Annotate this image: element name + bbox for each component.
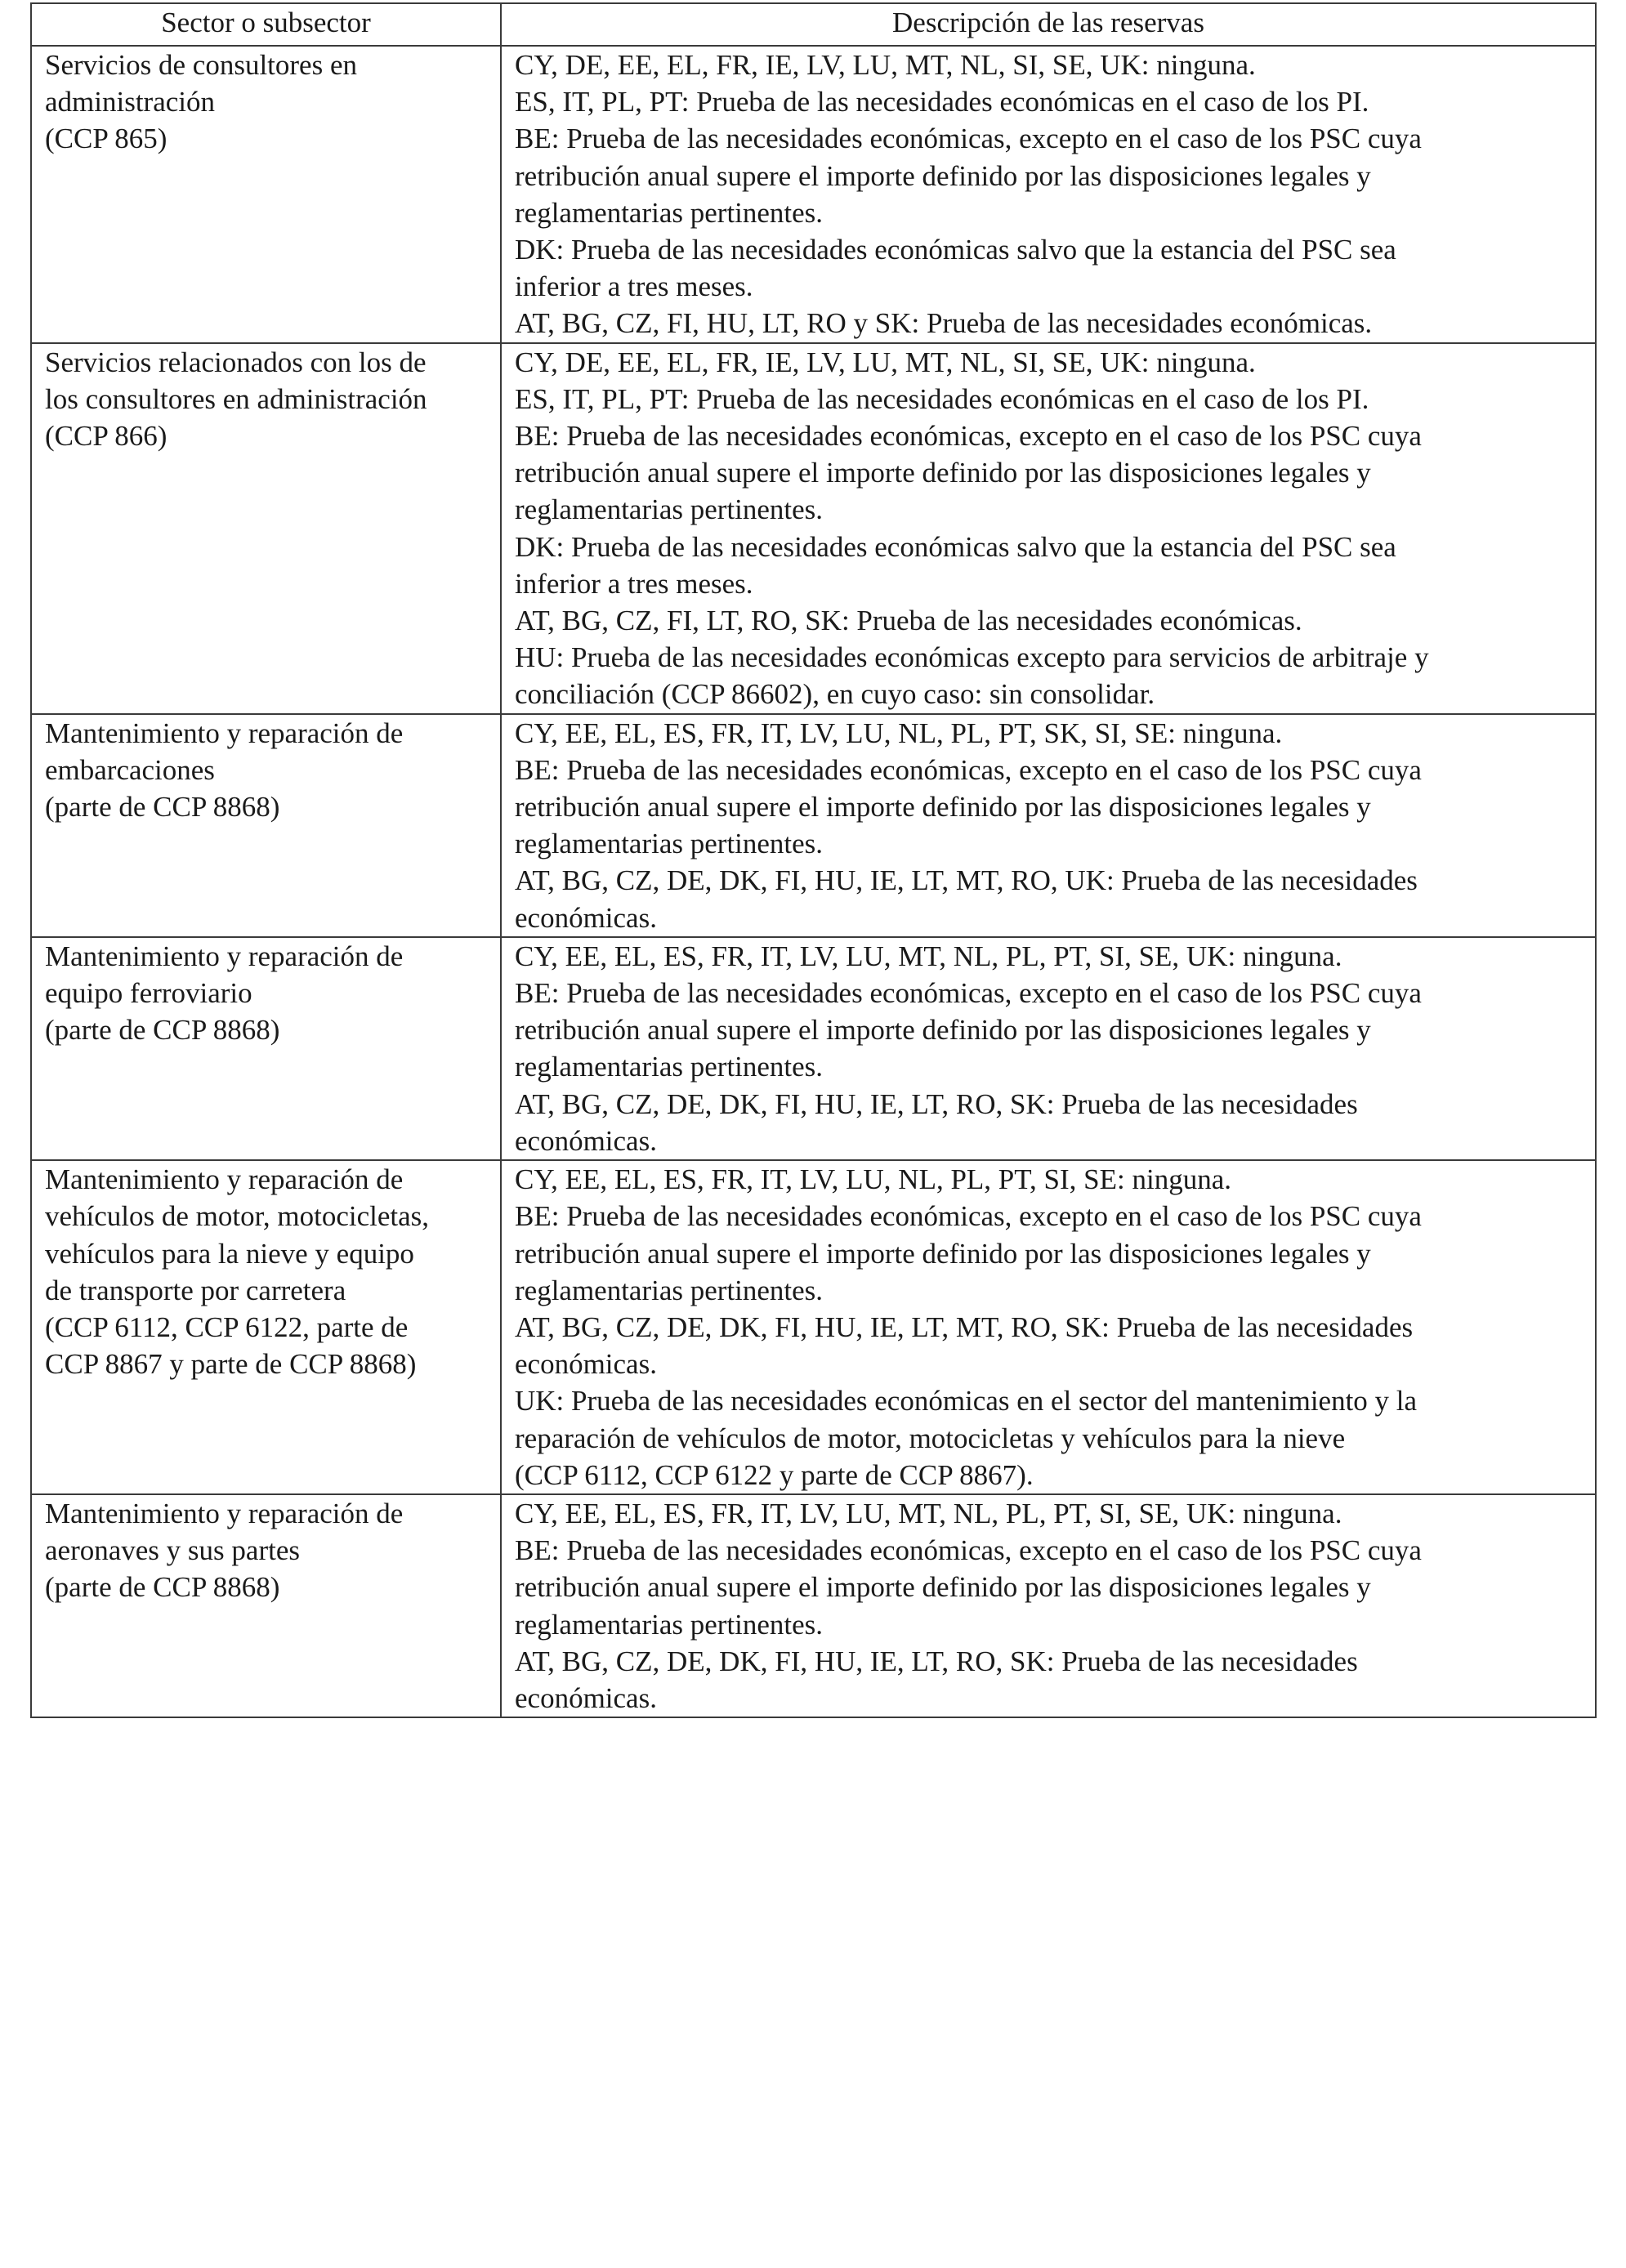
sector-cell bbox=[31, 714, 501, 937]
description-cell bbox=[501, 937, 1596, 1160]
description-line: AT, BG, CZ, DE, DK, FI, HU, IE, LT, RO, SK: Prueba de las necesidades bbox=[515, 1087, 1358, 1120]
description-line: retribución anual supere el importe definido por las disposiciones legales y bbox=[515, 791, 1371, 824]
description-line: BE: Prueba de las necesidades económicas, excepto en el caso de los PSC cuya bbox=[515, 123, 1422, 155]
description-line: económicas. bbox=[515, 901, 657, 934]
description-line: inferior a tres meses. bbox=[515, 270, 753, 303]
description-line: reglamentarias pertinentes. bbox=[515, 196, 824, 229]
table-row bbox=[31, 937, 1596, 1160]
sector-line: de transporte por carretera bbox=[45, 1274, 346, 1306]
description-line: retribución anual supere el importe definido por las disposiciones legales y bbox=[515, 457, 1371, 489]
reservations-table bbox=[30, 2, 1597, 1718]
sector-line: administración bbox=[45, 86, 216, 118]
description-cell bbox=[501, 714, 1596, 937]
sector-line: vehículos para la nieve y equipo bbox=[45, 1237, 414, 1270]
sector-cell bbox=[31, 343, 501, 714]
description-line: reparación de vehículos de motor, motocicletas y vehículos para la nieve bbox=[515, 1422, 1346, 1454]
table-row bbox=[31, 1160, 1596, 1494]
description-line: AT, BG, CZ, FI, HU, LT, RO y SK: Prueba de las necesidades económicas. bbox=[515, 307, 1373, 340]
table-row bbox=[31, 46, 1596, 343]
description-line: AT, BG, CZ, FI, LT, RO, SK: Prueba de las necesidades económicas. bbox=[515, 605, 1302, 637]
description-cell bbox=[501, 1494, 1596, 1717]
header-row bbox=[31, 3, 1596, 46]
description-line: económicas. bbox=[515, 1124, 657, 1157]
sector-line: aeronaves y sus partes bbox=[45, 1534, 300, 1567]
description-cell bbox=[501, 1160, 1596, 1494]
description-line: BE: Prueba de las necesidades económicas, excepto en el caso de los PSC cuya bbox=[515, 420, 1422, 453]
sector-line: (CCP 6112, CCP 6122, parte de bbox=[45, 1310, 409, 1343]
sector-cell bbox=[31, 46, 501, 343]
sector-cell bbox=[31, 1160, 501, 1494]
sector-line: (parte de CCP 8868) bbox=[45, 791, 280, 824]
description-line: BE: Prueba de las necesidades económicas, excepto en el caso de los PSC cuya bbox=[515, 977, 1422, 1010]
description-line: económicas. bbox=[515, 1348, 657, 1381]
table-header bbox=[31, 3, 1596, 46]
description-cell bbox=[501, 343, 1596, 714]
sector-line: (parte de CCP 8868) bbox=[45, 1571, 280, 1604]
description-line: AT, BG, CZ, DE, DK, FI, HU, IE, LT, RO, SK: Prueba de las necesidades bbox=[515, 1645, 1358, 1677]
description-line: retribución anual supere el importe definido por las disposiciones legales y bbox=[515, 159, 1371, 192]
sector-line: Mantenimiento y reparación de bbox=[45, 940, 404, 972]
description-line: CY, EE, EL, ES, FR, IT, LV, LU, NL, PL, PT, SI, SE: ninguna. bbox=[515, 1163, 1231, 1196]
header-sector: Sector o subsector bbox=[31, 3, 501, 46]
sector-line: los consultores en administración bbox=[45, 382, 427, 415]
description-line: CY, DE, EE, EL, FR, IE, LV, LU, MT, NL, SI, SE, UK: ninguna. bbox=[515, 49, 1256, 81]
description-line: económicas. bbox=[515, 1681, 657, 1714]
description-line: reglamentarias pertinentes. bbox=[515, 828, 824, 860]
sector-line: (parte de CCP 8868) bbox=[45, 1014, 280, 1047]
description-line: BE: Prueba de las necesidades económicas, excepto en el caso de los PSC cuya bbox=[515, 753, 1422, 786]
sector-line: vehículos de motor, motocicletas, bbox=[45, 1200, 430, 1233]
sector-line: Mantenimiento y reparación de bbox=[45, 1163, 404, 1196]
description-line: inferior a tres meses. bbox=[515, 567, 753, 600]
description-line: HU: Prueba de las necesidades económicas excepto para servicios de arbitraje y bbox=[515, 641, 1429, 674]
description-cell bbox=[501, 46, 1596, 343]
table-row bbox=[31, 714, 1596, 937]
header-description: Descripción de las reservas bbox=[501, 3, 1596, 46]
description-line: retribución anual supere el importe definido por las disposiciones legales y bbox=[515, 1571, 1371, 1604]
description-line: reglamentarias pertinentes. bbox=[515, 1051, 824, 1083]
description-line: AT, BG, CZ, DE, DK, FI, HU, IE, LT, MT, RO, SK: Prueba de las necesidades bbox=[515, 1310, 1414, 1343]
table-row bbox=[31, 1494, 1596, 1717]
sector-line: embarcaciones bbox=[45, 753, 215, 786]
description-line: BE: Prueba de las necesidades económicas, excepto en el caso de los PSC cuya bbox=[515, 1200, 1422, 1233]
description-line: AT, BG, CZ, DE, DK, FI, HU, IE, LT, MT, RO, UK: Prueba de las necesidades bbox=[515, 864, 1418, 897]
sector-line: CCP 8867 y parte de CCP 8868) bbox=[45, 1348, 417, 1381]
description-line: conciliación (CCP 86602), en cuyo caso: sin consolidar. bbox=[515, 678, 1155, 711]
table-row bbox=[31, 343, 1596, 714]
description-line: retribución anual supere el importe definido por las disposiciones legales y bbox=[515, 1237, 1371, 1270]
sector-line: Mantenimiento y reparación de bbox=[45, 1497, 404, 1529]
description-line: CY, EE, EL, ES, FR, IT, LV, LU, MT, NL, PL, PT, SI, SE, UK: ninguna. bbox=[515, 1497, 1342, 1529]
description-line: retribución anual supere el importe definido por las disposiciones legales y bbox=[515, 1014, 1371, 1047]
sector-cell bbox=[31, 1494, 501, 1717]
sector-line: Servicios de consultores en bbox=[45, 49, 357, 81]
sector-line: (CCP 865) bbox=[45, 123, 168, 155]
description-line: reglamentarias pertinentes. bbox=[515, 1608, 824, 1641]
description-line: BE: Prueba de las necesidades económicas, excepto en el caso de los PSC cuya bbox=[515, 1534, 1422, 1567]
sector-line: equipo ferroviario bbox=[45, 977, 252, 1010]
description-line: ES, IT, PL, PT: Prueba de las necesidades económicas en el caso de los PI. bbox=[515, 86, 1369, 118]
sector-line: Mantenimiento y reparación de bbox=[45, 717, 404, 749]
description-line: CY, DE, EE, EL, FR, IE, LV, LU, MT, NL, SI, SE, UK: ninguna. bbox=[515, 346, 1256, 378]
sector-cell bbox=[31, 937, 501, 1160]
sector-line: (CCP 866) bbox=[45, 420, 168, 453]
description-line: (CCP 6112, CCP 6122 y parte de CCP 8867). bbox=[515, 1458, 1034, 1491]
table-body bbox=[31, 46, 1596, 1717]
description-line: CY, EE, EL, ES, FR, IT, LV, LU, NL, PL, PT, SK, SI, SE: ninguna. bbox=[515, 717, 1283, 749]
description-line: DK: Prueba de las necesidades económicas salvo que la estancia del PSC sea bbox=[515, 234, 1396, 266]
description-line: ES, IT, PL, PT: Prueba de las necesidades económicas en el caso de los PI. bbox=[515, 382, 1369, 415]
description-line: reglamentarias pertinentes. bbox=[515, 493, 824, 526]
sector-line: Servicios relacionados con los de bbox=[45, 346, 427, 378]
description-line: reglamentarias pertinentes. bbox=[515, 1274, 824, 1306]
description-line: DK: Prueba de las necesidades económicas salvo que la estancia del PSC sea bbox=[515, 530, 1396, 563]
description-line: UK: Prueba de las necesidades económicas en el sector del mantenimiento y la bbox=[515, 1385, 1418, 1418]
description-line: CY, EE, EL, ES, FR, IT, LV, LU, MT, NL, PL, PT, SI, SE, UK: ninguna. bbox=[515, 940, 1342, 972]
